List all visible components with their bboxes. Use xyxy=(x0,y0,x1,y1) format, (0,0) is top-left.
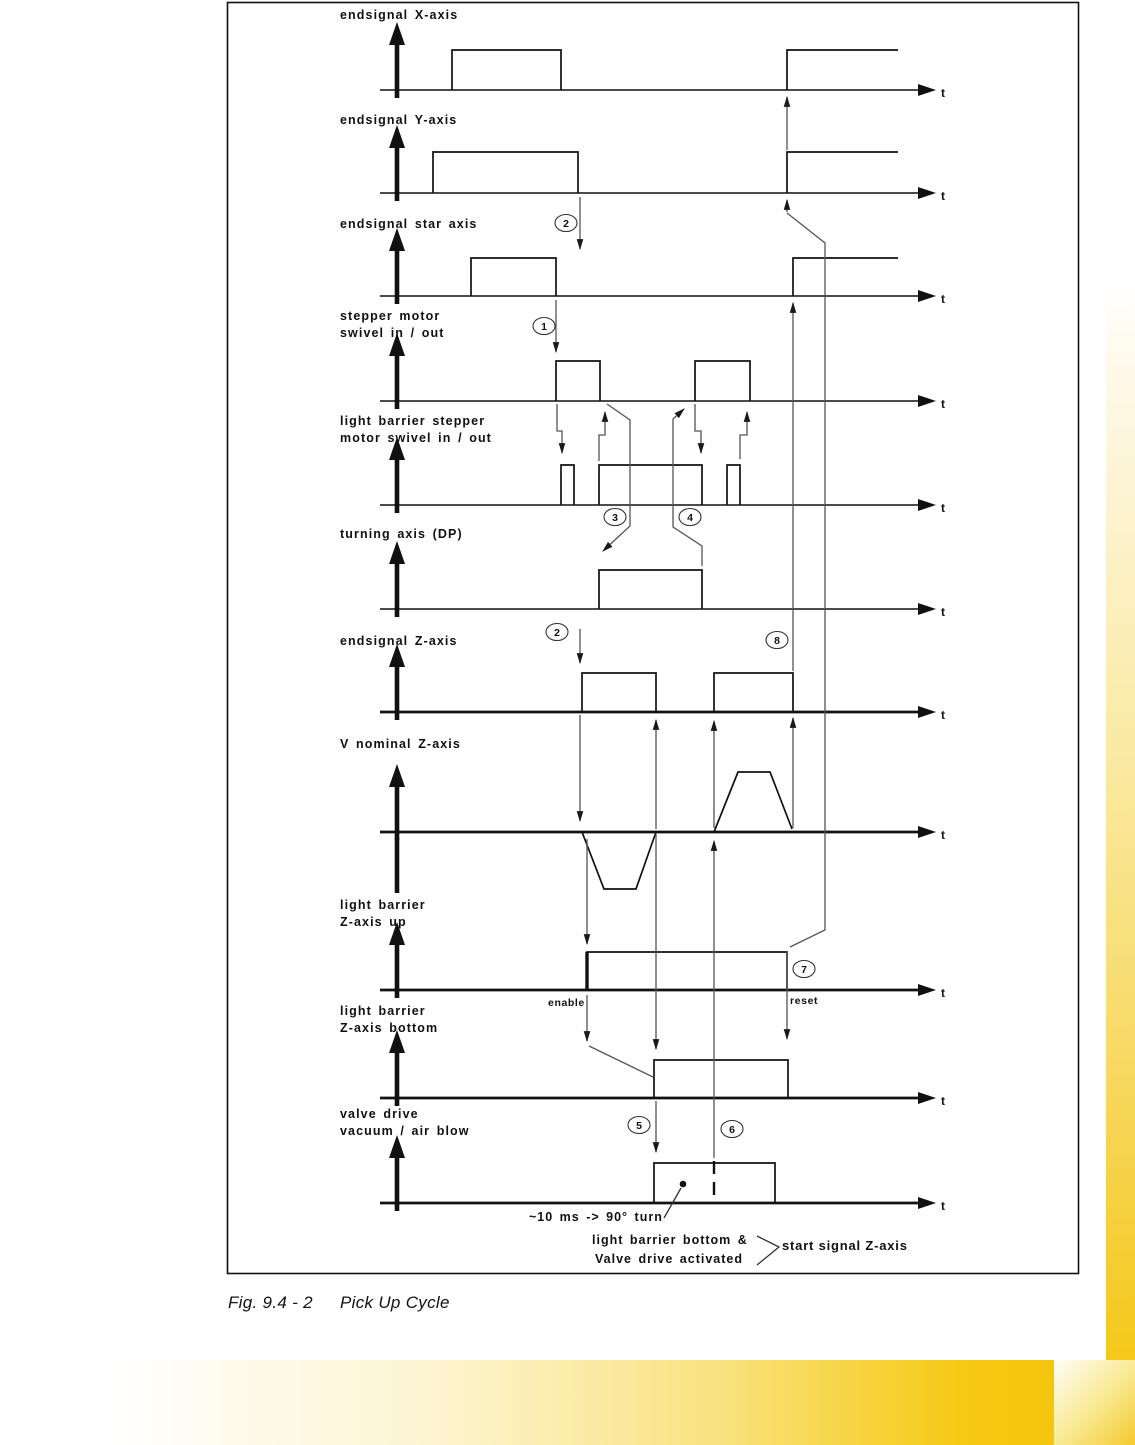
signal-label-endsignal-x: endsignal X-axis xyxy=(340,8,459,22)
signal-label-lb-up-1: light barrier xyxy=(340,898,426,912)
valve-callout-dot xyxy=(680,1181,687,1188)
signal-label-endsignal-z: endsignal Z-axis xyxy=(340,634,458,648)
pulse-stepper-1 xyxy=(556,361,600,401)
vnominal-down-trapezoid xyxy=(582,832,656,889)
t-label: t xyxy=(941,1199,945,1213)
condition-note-line1: light barrier bottom & xyxy=(592,1233,748,1247)
caption-number: Fig. 9.4 - 2 xyxy=(228,1293,313,1312)
t-label: t xyxy=(941,501,945,515)
signal-label-lbstepper-2: motor swivel in / out xyxy=(340,431,492,445)
axes xyxy=(380,22,936,1211)
t-label: t xyxy=(941,292,945,306)
step-number-6: 6 xyxy=(729,1124,735,1136)
pulse-x-2 xyxy=(787,50,898,90)
connector-stepper-to-lb1 xyxy=(557,404,562,453)
pulse-lbstep-1 xyxy=(561,465,574,505)
pulse-turning xyxy=(599,570,702,609)
reset-label: reset xyxy=(790,995,819,1007)
step-number-2a: 2 xyxy=(563,218,569,230)
pulse-z-2 xyxy=(714,673,793,712)
t-label: t xyxy=(941,986,945,1000)
pulse-lb-up xyxy=(587,952,787,990)
pulse-star-2 xyxy=(793,258,898,296)
signal-label-lbstepper-1: light barrier stepper xyxy=(340,414,486,428)
connector-step4 xyxy=(673,409,702,566)
signal-label-vnominal: V nominal Z-axis xyxy=(340,737,461,751)
pulse-star-1 xyxy=(471,258,556,296)
connector-lb-to-stepper2 xyxy=(740,412,747,459)
signal-label-valve-2: vacuum / air blow xyxy=(340,1124,470,1138)
signal-label-stepper-2: swivel in / out xyxy=(340,326,445,340)
step-number-4: 4 xyxy=(687,512,693,524)
vnominal-up-trapezoid xyxy=(714,772,792,832)
connector-step3 xyxy=(603,404,630,551)
signal-label-lb-bottom-1: light barrier xyxy=(340,1004,426,1018)
figure-caption xyxy=(228,1293,450,1312)
connectors xyxy=(556,97,825,1265)
pulse-lbstep-3 xyxy=(727,465,740,505)
pulse-x-1 xyxy=(452,50,561,90)
start-signal-chevron-icon xyxy=(757,1236,779,1265)
t-label: t xyxy=(941,86,945,100)
step-number-1: 1 xyxy=(541,321,547,333)
pulse-y-2 xyxy=(787,152,898,193)
pulse-lb-bottom xyxy=(654,1060,788,1098)
signal-label-lb-up-2: Z-axis up xyxy=(340,915,407,929)
enable-label: enable xyxy=(548,997,585,1009)
start-signal-note: start signal Z-axis xyxy=(782,1238,908,1253)
step-number-3: 3 xyxy=(612,512,618,524)
connector-enable-diagonal xyxy=(589,1046,653,1077)
t-label: t xyxy=(941,397,945,411)
t-label: t xyxy=(941,189,945,203)
t-label: t xyxy=(941,828,945,842)
signal-label-endsignal-y: endsignal Y-axis xyxy=(340,113,458,127)
connector-lb-to-stepper1 xyxy=(599,412,605,461)
t-label: t xyxy=(941,1094,945,1108)
signal-label-valve-1: valve drive xyxy=(340,1107,419,1121)
signal-label-endsignal-star: endsignal star axis xyxy=(340,217,478,231)
condition-note-line2: Valve drive activated xyxy=(595,1252,743,1266)
signal-label-turning: turning axis (DP) xyxy=(340,527,463,541)
turn-note: ~10 ms -> 90° turn xyxy=(529,1210,663,1224)
caption-title: Pick Up Cycle xyxy=(340,1293,450,1312)
t-axis-labels xyxy=(941,86,945,1213)
signal-label-stepper-1: stepper motor xyxy=(340,309,441,323)
waveforms xyxy=(433,50,898,1203)
t-label: t xyxy=(941,605,945,619)
signal-labels xyxy=(340,8,492,1138)
pulse-lbstep-2 xyxy=(599,465,702,505)
step-number-8: 8 xyxy=(774,635,780,647)
t-label: t xyxy=(941,708,945,722)
step-number-5: 5 xyxy=(636,1120,642,1132)
pulse-stepper-2 xyxy=(695,361,750,401)
pulse-y-1 xyxy=(433,152,578,193)
signal-label-lb-bottom-2: Z-axis bottom xyxy=(340,1021,439,1035)
annotation-texts xyxy=(529,995,908,1266)
step-number-7: 7 xyxy=(801,964,807,976)
connector-stepper-to-lb2 xyxy=(695,404,701,453)
pulse-z-1 xyxy=(582,673,656,712)
step-number-2b: 2 xyxy=(554,627,560,639)
